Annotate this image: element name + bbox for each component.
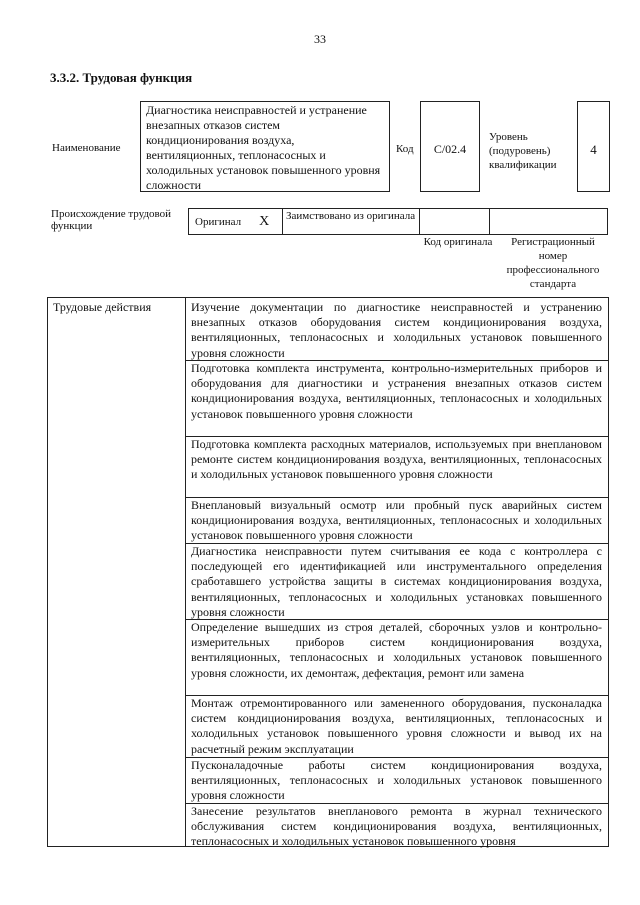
code-label: Код [396,143,414,155]
borrowed-cell: Заимствовано из оригинала [283,208,420,235]
original-mark: X [259,213,270,229]
list-item: Определение вышедших из строя деталей, сборочных узлов и контрольно-измерительных приборов систем кондиционирования воздуха, вентиляционных, теплонасосных и холодильных установок повышенного уровня сложности, их демонтаж, дефектация, ремонт или замена [186,620,608,696]
origin-code-caption: Код оригинала [423,236,493,248]
list-item: Внеплановый визуальный осмотр или пробный пуск аварийных систем кондиционирования воздуха, вентиляционных, теплонасосных и холодильных установок повышенного уровня сложности [186,498,608,544]
original-label: Оригинал [195,215,242,228]
origin-label: Происхождение трудовой функции [51,208,172,232]
labor-actions-table [47,297,609,847]
labor-actions-list [186,298,608,848]
origin-code-cell [420,208,490,235]
name-label: Наименование [52,142,121,154]
reg-number-cell [490,208,608,235]
level-box: 4 [577,101,610,192]
list-item: Монтаж отремонтированного или замененного оборудования, пусконаладка систем кондиционирования воздуха, вентиляционных, теплонасосных и холодильных установок повышенного уровня сложности и вывод их на расчетный режим эксплуатации [186,696,608,758]
origin-row [188,208,608,235]
list-item: Подготовка комплекта расходных материалов, используемых при внеплановом ремонте систем кондиционирования воздуха, вентиляционных, теплонасосных и холодильных установок повышенного уровня сложности [186,437,608,498]
list-item: Занесение результатов внепланового ремонта в журнал технического обслуживания систем кондиционирования воздуха, вентиляционных, теплонасосных и холодильных установок повышенного уровня [191,804,602,848]
list-item: Подготовка комплекта инструмента, контрольно-измерительных приборов и оборудования для диагностики и устранения внезапных отказов систем кондиционирования воздуха, вентиляционных, теплонасосных и холодильных установок повышенного уровня сложности [186,361,608,437]
page-number: 33 [314,32,326,46]
level-label: Уровень (подуровень) квалификации [489,131,557,171]
list-item: Изучение документации по диагностике неисправностей и устранению внезапных отказов оборудования систем кондиционирования воздуха, вентиляционных, теплонасосных и холодильных установок повышенного уровня сложности [186,298,608,361]
labor-actions-label: Трудовые действия [53,300,152,314]
original-cell [188,208,283,235]
section-title: 3.3.2. Трудовая функция [50,70,193,85]
function-code-box: C/02.4 [420,101,480,192]
list-item: Пусконаладочные работы систем кондиционирования воздуха, вентиляционных, теплонасосных и холодильных установок повышенного уровня сложности [186,758,608,804]
list-item: Диагностика неисправности путем считывания ее кода с контроллера с последующей его идентификацией или инструментального определения сработавшего устройства защиты в системах кондиционирования воздуха, вентиляционных, теплонасосных и холодильных установках повышенного уровня сложности [186,544,608,620]
reg-number-caption: Регистрационный номер профессионального стандарта [506,236,600,290]
function-name-box: Диагностика неисправностей и устранение внезапных отказов систем кондиционирования воздуха, вентиляционных, теплонасосных и холодильных установок повышенного уровня сложности [140,101,390,192]
